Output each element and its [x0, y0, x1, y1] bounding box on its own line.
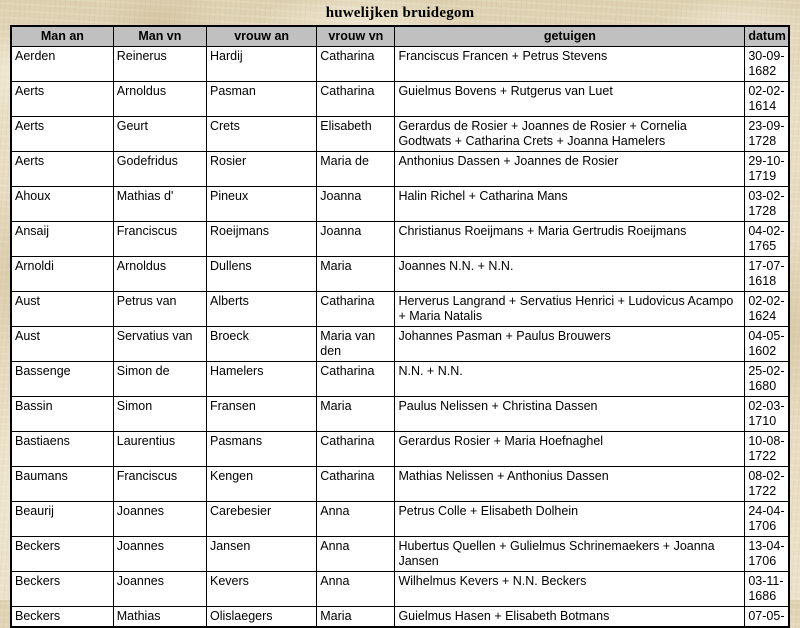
cell-getuigen: N.N. + N.N.	[395, 362, 745, 397]
cell-datum: 25-02-1680	[745, 362, 789, 397]
cell-getuigen: Gerardus Rosier + Maria Hoefnaghel	[395, 432, 745, 467]
cell-man_vn: Mathias d'	[113, 187, 206, 222]
cell-vrouw_an: Olislaegers	[206, 607, 316, 628]
cell-getuigen: Gerardus de Rosier + Joannes de Rosier + Cornelia Godtwats + Catharina Crets + Joanna Hamelers	[395, 117, 745, 152]
cell-man_an: Beckers	[11, 572, 113, 607]
cell-man_an: Aerts	[11, 117, 113, 152]
cell-man_an: Bastiaens	[11, 432, 113, 467]
table-header-row	[11, 26, 789, 47]
cell-vrouw_vn: Anna	[317, 572, 395, 607]
column-header-man-an[interactable]: Man an	[11, 26, 113, 47]
cell-man_vn: Joannes	[113, 537, 206, 572]
table-row	[11, 607, 789, 628]
cell-man_an: Aerts	[11, 152, 113, 187]
cell-vrouw_vn: Catharina	[317, 292, 395, 327]
cell-man_vn: Franciscus	[113, 222, 206, 257]
cell-vrouw_an: Pasman	[206, 82, 316, 117]
cell-man_vn: Petrus van	[113, 292, 206, 327]
cell-getuigen: Wilhelmus Kevers + N.N. Beckers	[395, 572, 745, 607]
column-header-datum[interactable]: datum	[745, 26, 789, 47]
cell-getuigen: Petrus Colle + Elisabeth Dolhein	[395, 502, 745, 537]
cell-vrouw_vn: Joanna	[317, 187, 395, 222]
cell-datum: 30-09-1682	[745, 47, 789, 82]
cell-man_an: Ahoux	[11, 187, 113, 222]
cell-vrouw_vn: Anna	[317, 537, 395, 572]
cell-man_an: Baumans	[11, 467, 113, 502]
table-row	[11, 47, 789, 82]
cell-datum: 03-11-1686	[745, 572, 789, 607]
table-row	[11, 397, 789, 432]
table-row	[11, 257, 789, 292]
cell-datum: 23-09-1728	[745, 117, 789, 152]
cell-man_an: Aust	[11, 292, 113, 327]
cell-getuigen: Paulus Nelissen + Christina Dassen	[395, 397, 745, 432]
cell-getuigen: Joannes N.N. + N.N.	[395, 257, 745, 292]
column-header-vrouw-vn[interactable]: vrouw vn	[317, 26, 395, 47]
table-row	[11, 187, 789, 222]
table-row	[11, 467, 789, 502]
cell-man_an: Aerts	[11, 82, 113, 117]
cell-man_vn: Mathias	[113, 607, 206, 628]
cell-vrouw_vn: Joanna	[317, 222, 395, 257]
table-row	[11, 537, 789, 572]
cell-vrouw_an: Fransen	[206, 397, 316, 432]
cell-man_vn: Geurt	[113, 117, 206, 152]
table-row	[11, 327, 789, 362]
cell-man_an: Beckers	[11, 537, 113, 572]
cell-vrouw_an: Crets	[206, 117, 316, 152]
cell-man_an: Bassenge	[11, 362, 113, 397]
table-row	[11, 292, 789, 327]
cell-man_vn: Simon de	[113, 362, 206, 397]
cell-datum: 04-05-1602	[745, 327, 789, 362]
cell-vrouw_an: Dullens	[206, 257, 316, 292]
cell-vrouw_vn: Elisabeth	[317, 117, 395, 152]
table-row	[11, 117, 789, 152]
cell-man_vn: Franciscus	[113, 467, 206, 502]
cell-man_an: Arnoldi	[11, 257, 113, 292]
cell-vrouw_an: Kevers	[206, 572, 316, 607]
cell-vrouw_an: Broeck	[206, 327, 316, 362]
cell-man_vn: Godefridus	[113, 152, 206, 187]
cell-vrouw_vn: Catharina	[317, 362, 395, 397]
cell-vrouw_vn: Catharina	[317, 47, 395, 82]
cell-datum: 08-02-1722	[745, 467, 789, 502]
cell-man_vn: Servatius van	[113, 327, 206, 362]
table-row	[11, 362, 789, 397]
cell-vrouw_vn: Anna	[317, 502, 395, 537]
cell-man_vn: Joannes	[113, 502, 206, 537]
marriage-records-table	[10, 25, 790, 628]
cell-man_an: Beckers	[11, 607, 113, 628]
cell-getuigen: Christianus Roeijmans + Maria Gertrudis Roeijmans	[395, 222, 745, 257]
column-header-getuigen[interactable]: getuigen	[395, 26, 745, 47]
cell-man_vn: Joannes	[113, 572, 206, 607]
cell-vrouw_an: Pasmans	[206, 432, 316, 467]
cell-man_an: Ansaij	[11, 222, 113, 257]
cell-vrouw_an: Hardij	[206, 47, 316, 82]
cell-datum: 07-05-	[745, 607, 789, 628]
cell-man_an: Aust	[11, 327, 113, 362]
table-row	[11, 432, 789, 467]
table-row	[11, 502, 789, 537]
cell-man_vn: Arnoldus	[113, 257, 206, 292]
table-header	[11, 26, 789, 47]
cell-datum: 04-02-1765	[745, 222, 789, 257]
table-row	[11, 572, 789, 607]
column-header-vrouw-an[interactable]: vrouw an	[206, 26, 316, 47]
cell-vrouw_vn: Maria	[317, 257, 395, 292]
table-container	[0, 25, 800, 628]
cell-getuigen: Guielmus Hasen + Elisabeth Botmans	[395, 607, 745, 628]
cell-man_vn: Reinerus	[113, 47, 206, 82]
cell-man_an: Aerden	[11, 47, 113, 82]
cell-vrouw_an: Alberts	[206, 292, 316, 327]
cell-vrouw_an: Jansen	[206, 537, 316, 572]
table-body	[11, 47, 789, 628]
cell-datum: 03-02-1728	[745, 187, 789, 222]
cell-datum: 29-10-1719	[745, 152, 789, 187]
table-row	[11, 222, 789, 257]
cell-getuigen: Hubertus Quellen + Gulielmus Schrinemaekers + Joanna Jansen	[395, 537, 745, 572]
cell-datum: 02-02-1624	[745, 292, 789, 327]
cell-getuigen: Guielmus Bovens + Rutgerus van Luet	[395, 82, 745, 117]
cell-getuigen: Franciscus Francen + Petrus Stevens	[395, 47, 745, 82]
cell-datum: 10-08-1722	[745, 432, 789, 467]
cell-man_an: Bassin	[11, 397, 113, 432]
cell-vrouw_an: Carebesier	[206, 502, 316, 537]
column-header-man-vn[interactable]: Man vn	[113, 26, 206, 47]
cell-datum: 13-04-1706	[745, 537, 789, 572]
page-title: huwelijken bruidegom	[325, 5, 475, 21]
cell-getuigen: Herverus Langrand + Servatius Henrici + Ludovicus Acampo + Maria Natalis	[395, 292, 745, 327]
cell-getuigen: Halin Richel + Catharina Mans	[395, 187, 745, 222]
cell-man_vn: Arnoldus	[113, 82, 206, 117]
cell-vrouw_an: Rosier	[206, 152, 316, 187]
cell-datum: 02-03-1710	[745, 397, 789, 432]
cell-vrouw_an: Hamelers	[206, 362, 316, 397]
cell-vrouw_an: Roeijmans	[206, 222, 316, 257]
cell-getuigen: Johannes Pasman + Paulus Brouwers	[395, 327, 745, 362]
cell-vrouw_vn: Maria van den	[317, 327, 395, 362]
cell-vrouw_vn: Catharina	[317, 467, 395, 502]
cell-man_vn: Simon	[113, 397, 206, 432]
cell-man_an: Beaurij	[11, 502, 113, 537]
cell-datum: 24-04-1706	[745, 502, 789, 537]
cell-datum: 02-02-1614	[745, 82, 789, 117]
cell-vrouw_vn: Maria	[317, 607, 395, 628]
cell-datum: 17-07-1618	[745, 257, 789, 292]
cell-vrouw_vn: Catharina	[317, 82, 395, 117]
cell-vrouw_an: Pineux	[206, 187, 316, 222]
table-row	[11, 82, 789, 117]
cell-man_vn: Laurentius	[113, 432, 206, 467]
cell-vrouw_an: Kengen	[206, 467, 316, 502]
cell-getuigen: Anthonius Dassen + Joannes de Rosier	[395, 152, 745, 187]
cell-getuigen: Mathias Nelissen + Anthonius Dassen	[395, 467, 745, 502]
cell-vrouw_vn: Catharina	[317, 432, 395, 467]
table-row	[11, 152, 789, 187]
cell-vrouw_vn: Maria	[317, 397, 395, 432]
cell-vrouw_vn: Maria de	[317, 152, 395, 187]
